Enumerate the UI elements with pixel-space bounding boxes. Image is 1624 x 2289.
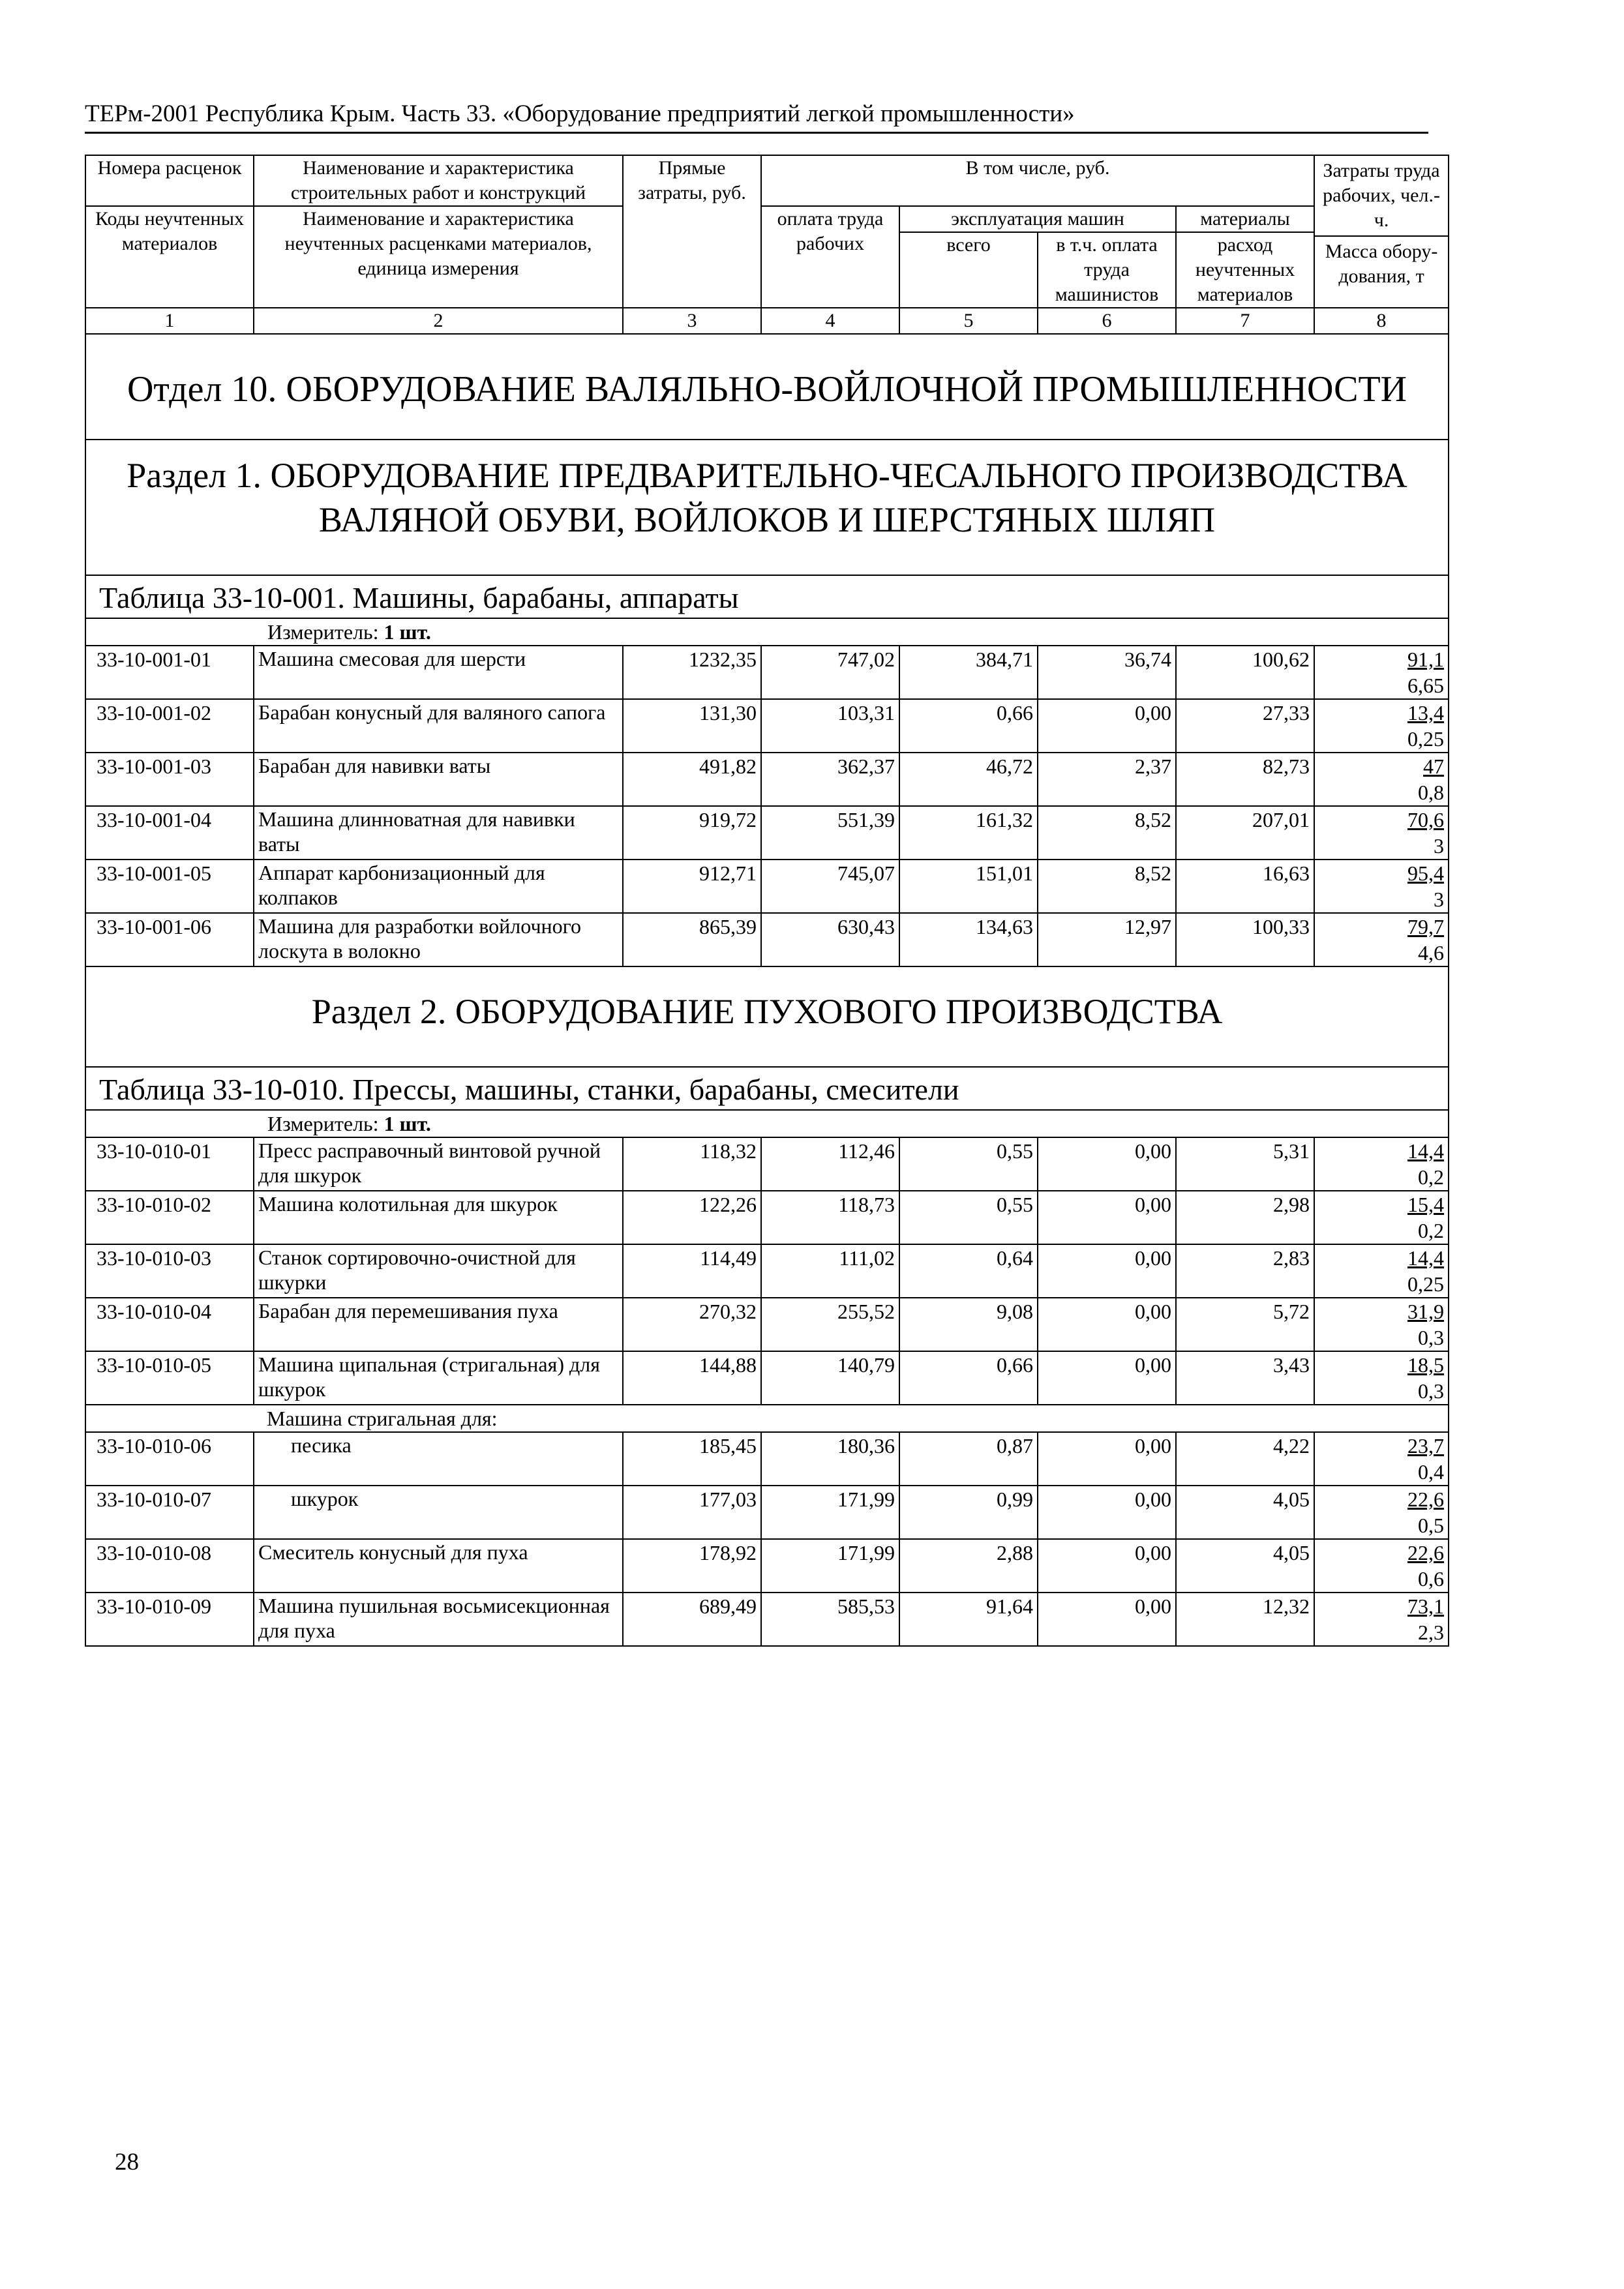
- materials-value: 5,31: [1176, 1137, 1314, 1191]
- table-row: [85, 1486, 1449, 1539]
- worker-pay: 111,02: [761, 1244, 899, 1298]
- machines-total: 0,66: [899, 1351, 1038, 1405]
- equipment-mass: 0,4: [1418, 1460, 1445, 1484]
- direct-costs: 865,39: [623, 913, 761, 966]
- direct-costs: 131,30: [623, 699, 761, 753]
- materials-value: 4,22: [1176, 1432, 1314, 1486]
- meter-label: Измеритель:: [267, 1112, 384, 1135]
- operator-pay: 0,00: [1038, 1593, 1176, 1646]
- column-numbers-row: [85, 308, 1449, 334]
- direct-costs: 1232,35: [623, 646, 761, 699]
- rate-name: Станок сортировочно-очистной для шкурки: [254, 1244, 623, 1298]
- rate-code: 33-10-001-01: [85, 646, 254, 699]
- table-row: [85, 1191, 1449, 1244]
- labor-mass-cell: [1314, 699, 1449, 753]
- labor-mass-cell: [1314, 1539, 1449, 1593]
- equipment-mass: 4,6: [1418, 941, 1445, 965]
- direct-costs: 178,92: [623, 1539, 761, 1593]
- rate-name: Машина смесовая для шерсти: [254, 646, 623, 699]
- table-row: [85, 1244, 1449, 1298]
- table-row: [85, 913, 1449, 966]
- machines-total: 0,55: [899, 1191, 1038, 1244]
- col-mass: Масса обору-дования, т: [1325, 241, 1438, 287]
- col-rate-number: Номера расценок: [85, 155, 254, 206]
- section-razdel1-title: Раздел 1. ОБОРУДОВАНИЕ ПРЕДВАРИТЕЛЬНО-ЧЕСАЛЬНОГО ПРОИЗВОДСТВА ВАЛЯНОЙ ОБУВИ, ВОЙЛОКОВ И ШЕРСТЯНЫХ ШЛЯП: [85, 440, 1449, 575]
- worker-pay: 255,52: [761, 1298, 899, 1351]
- worker-pay: 171,99: [761, 1486, 899, 1539]
- operator-pay: 0,00: [1038, 1298, 1176, 1351]
- worker-pay: 171,99: [761, 1539, 899, 1593]
- col-operator-pay: в т.ч. оплата труда машинистов: [1038, 232, 1176, 308]
- materials-value: 2,98: [1176, 1191, 1314, 1244]
- rate-code: 33-10-001-06: [85, 913, 254, 966]
- rate-code: 33-10-010-09: [85, 1593, 254, 1646]
- labor-mass-cell: [1314, 646, 1449, 699]
- col-machines-total: всего: [899, 232, 1038, 308]
- labor-mass-cell: [1314, 1351, 1449, 1405]
- rate-code: 33-10-001-05: [85, 860, 254, 913]
- rate-code: 33-10-001-04: [85, 806, 254, 860]
- worker-pay: 362,37: [761, 753, 899, 806]
- labor-mass-cell: [1314, 1298, 1449, 1351]
- direct-costs: 122,26: [623, 1191, 761, 1244]
- table-row: [85, 1539, 1449, 1593]
- direct-costs: 491,82: [623, 753, 761, 806]
- labor-mass-cell: [1314, 753, 1449, 806]
- direct-costs: 185,45: [623, 1432, 761, 1486]
- rate-name: Барабан для перемешивания пуха: [254, 1298, 623, 1351]
- direct-costs: 689,49: [623, 1593, 761, 1646]
- equipment-mass: 6,65: [1407, 674, 1445, 697]
- rate-name: Барабан для навивки ваты: [254, 753, 623, 806]
- worker-pay: 112,46: [761, 1137, 899, 1191]
- labor-hours: 22,6: [1407, 1541, 1445, 1564]
- operator-pay: 0,00: [1038, 699, 1176, 753]
- table-row: [85, 1137, 1449, 1191]
- rate-code: 33-10-001-02: [85, 699, 254, 753]
- rate-name: Машина длинноватная для навивки ваты: [254, 806, 623, 860]
- col-work-name: Наименование и характеристика строительных работ и конструкций: [254, 155, 623, 206]
- labor-hours: 22,6: [1407, 1488, 1445, 1511]
- col-num: 5: [899, 308, 1038, 334]
- machines-total: 151,01: [899, 860, 1038, 913]
- equipment-mass: 3: [1434, 888, 1445, 911]
- col-num: 4: [761, 308, 899, 334]
- table-row: [85, 646, 1449, 699]
- labor-hours: 14,4: [1407, 1246, 1445, 1270]
- table-row: [85, 753, 1449, 806]
- col-labor: Затраты труда рабочих, чел.-ч.: [1315, 156, 1448, 237]
- equipment-mass: 0,3: [1418, 1379, 1445, 1403]
- col-num: 8: [1314, 308, 1449, 334]
- machines-total: 0,99: [899, 1486, 1038, 1539]
- operator-pay: 8,52: [1038, 860, 1176, 913]
- meter-value: 1 шт.: [383, 1112, 431, 1135]
- subheading-spacer: [85, 1405, 254, 1432]
- machines-total: 134,63: [899, 913, 1038, 966]
- labor-mass-cell: [1314, 1191, 1449, 1244]
- rate-code: 33-10-010-06: [85, 1432, 254, 1486]
- rate-code: 33-10-010-05: [85, 1351, 254, 1405]
- col-num: 7: [1176, 308, 1314, 334]
- labor-hours: 18,5: [1407, 1353, 1445, 1377]
- materials-value: 5,72: [1176, 1298, 1314, 1351]
- labor-hours: 70,6: [1407, 808, 1445, 831]
- table-row: [85, 1593, 1449, 1646]
- operator-pay: 36,74: [1038, 646, 1176, 699]
- equipment-mass: 0,25: [1407, 1272, 1445, 1296]
- labor-mass-cell: [1314, 1137, 1449, 1191]
- rate-name: Машина пушильная восьмисекционная для пуха: [254, 1593, 623, 1646]
- rate-code: 33-10-010-02: [85, 1191, 254, 1244]
- rate-code: 33-10-010-04: [85, 1298, 254, 1351]
- labor-mass-cell: [1314, 1244, 1449, 1298]
- labor-mass-cell: [1314, 1486, 1449, 1539]
- equipment-mass: 0,8: [1418, 781, 1445, 804]
- equipment-mass: 0,5: [1418, 1514, 1445, 1537]
- rate-code: 33-10-001-03: [85, 753, 254, 806]
- meter-value: 1 шт.: [383, 620, 431, 644]
- labor-hours: 79,7: [1407, 915, 1445, 938]
- rate-code: 33-10-010-07: [85, 1486, 254, 1539]
- operator-pay: 2,37: [1038, 753, 1176, 806]
- operator-pay: 0,00: [1038, 1191, 1176, 1244]
- materials-value: 3,43: [1176, 1351, 1314, 1405]
- equipment-mass: 0,2: [1418, 1219, 1445, 1242]
- materials-value: 207,01: [1176, 806, 1314, 860]
- labor-hours: 31,9: [1407, 1300, 1445, 1323]
- labor-mass-cell: [1314, 806, 1449, 860]
- materials-value: 4,05: [1176, 1486, 1314, 1539]
- subheading: Машина стригальная для:: [254, 1405, 1449, 1432]
- worker-pay: 745,07: [761, 860, 899, 913]
- machines-total: 0,64: [899, 1244, 1038, 1298]
- worker-pay: 551,39: [761, 806, 899, 860]
- direct-costs: 144,88: [623, 1351, 761, 1405]
- labor-mass-cell: [1314, 1432, 1449, 1486]
- labor-hours: 14,4: [1407, 1139, 1445, 1163]
- table1-meter: [85, 618, 1449, 646]
- worker-pay: 103,31: [761, 699, 899, 753]
- table1-title: Таблица 33-10-001. Машины, барабаны, аппараты: [85, 575, 1449, 618]
- equipment-mass: 3: [1434, 834, 1445, 858]
- rate-name: Пресс расправочный винтовой ручной для шкурок: [254, 1137, 623, 1191]
- table-row: [85, 1298, 1449, 1351]
- table-header: [85, 155, 1449, 334]
- table-row: [85, 860, 1449, 913]
- col-including: В том числе, руб.: [761, 155, 1314, 206]
- labor-mass-cell: [1314, 913, 1449, 966]
- rate-name: шкурок: [254, 1486, 623, 1539]
- operator-pay: 0,00: [1038, 1539, 1176, 1593]
- table-row: [85, 1432, 1449, 1486]
- equipment-mass: 0,2: [1418, 1165, 1445, 1189]
- machines-total: 9,08: [899, 1298, 1038, 1351]
- materials-value: 4,05: [1176, 1539, 1314, 1593]
- col-machines: эксплуатация машин: [899, 206, 1176, 232]
- equipment-mass: 0,6: [1418, 1567, 1445, 1591]
- section-razdel2-title: Раздел 2. ОБОРУДОВАНИЕ ПУХОВОГО ПРОИЗВОДСТВА: [85, 966, 1449, 1067]
- rate-name: Машина щипальная (стригальная) для шкурок: [254, 1351, 623, 1405]
- machines-total: 161,32: [899, 806, 1038, 860]
- machines-total: 384,71: [899, 646, 1038, 699]
- meter-label: Измеритель:: [267, 620, 384, 644]
- labor-hours: 73,1: [1407, 1594, 1445, 1618]
- rate-code: 33-10-010-08: [85, 1539, 254, 1593]
- col-material-use: расход неучтенных материалов: [1176, 232, 1314, 308]
- labor-hours: 91,1: [1407, 648, 1445, 671]
- labor-hours: 95,4: [1407, 861, 1445, 885]
- rate-name: Смеситель конусный для пуха: [254, 1539, 623, 1593]
- col-direct-costs: Прямые затраты, руб.: [623, 155, 761, 308]
- direct-costs: 912,71: [623, 860, 761, 913]
- direct-costs: 919,72: [623, 806, 761, 860]
- direct-costs: 118,32: [623, 1137, 761, 1191]
- rate-name: Машина колотильная для шкурок: [254, 1191, 623, 1244]
- materials-value: 16,63: [1176, 860, 1314, 913]
- operator-pay: 0,00: [1038, 1137, 1176, 1191]
- col-materials: материалы: [1176, 206, 1314, 232]
- col-material-name: Наименование и характеристика неучтенных расценками материалов, единица измерения: [254, 206, 623, 308]
- operator-pay: 0,00: [1038, 1486, 1176, 1539]
- equipment-mass: 0,3: [1418, 1326, 1445, 1349]
- rate-name: песика: [254, 1432, 623, 1486]
- table-row: [85, 806, 1449, 860]
- machines-total: 0,87: [899, 1432, 1038, 1486]
- rate-name: Машина для разработки войлочного лоскута в волокно: [254, 913, 623, 966]
- machines-total: 2,88: [899, 1539, 1038, 1593]
- rate-name: Барабан конусный для валяного сапога: [254, 699, 623, 753]
- worker-pay: 585,53: [761, 1593, 899, 1646]
- machines-total: 0,66: [899, 699, 1038, 753]
- direct-costs: 270,32: [623, 1298, 761, 1351]
- machines-total: 91,64: [899, 1593, 1038, 1646]
- section-otdel-title: Отдел 10. ОБОРУДОВАНИЕ ВАЛЯЛЬНО-ВОЙЛОЧНОЙ ПРОМЫШЛЕННОСТИ: [85, 334, 1449, 440]
- operator-pay: 12,97: [1038, 913, 1176, 966]
- operator-pay: 0,00: [1038, 1351, 1176, 1405]
- rate-code: 33-10-010-03: [85, 1244, 254, 1298]
- labor-hours: 47: [1423, 755, 1445, 778]
- rate-code: 33-10-010-01: [85, 1137, 254, 1191]
- labor-hours: 15,4: [1407, 1193, 1445, 1216]
- materials-value: 100,62: [1176, 646, 1314, 699]
- labor-hours: 13,4: [1407, 701, 1445, 725]
- col-labor-mass: [1314, 155, 1449, 308]
- operator-pay: 0,00: [1038, 1244, 1176, 1298]
- worker-pay: 180,36: [761, 1432, 899, 1486]
- labor-mass-cell: [1314, 860, 1449, 913]
- materials-value: 2,83: [1176, 1244, 1314, 1298]
- labor-mass-cell: [1314, 1593, 1449, 1646]
- direct-costs: 177,03: [623, 1486, 761, 1539]
- col-num: 3: [623, 308, 761, 334]
- worker-pay: 747,02: [761, 646, 899, 699]
- page-number: 28: [115, 2149, 139, 2176]
- rate-name: Аппарат карбонизационный для колпаков: [254, 860, 623, 913]
- table2-meter: [85, 1110, 1449, 1137]
- materials-value: 12,32: [1176, 1593, 1314, 1646]
- materials-value: 82,73: [1176, 753, 1314, 806]
- col-worker-pay: оплата труда рабочих: [761, 206, 899, 308]
- operator-pay: 0,00: [1038, 1432, 1176, 1486]
- rates-table: [85, 155, 1449, 1647]
- materials-value: 100,33: [1176, 913, 1314, 966]
- labor-hours: 23,7: [1407, 1434, 1445, 1458]
- worker-pay: 140,79: [761, 1351, 899, 1405]
- operator-pay: 8,52: [1038, 806, 1176, 860]
- materials-value: 27,33: [1176, 699, 1314, 753]
- machines-total: 0,55: [899, 1137, 1038, 1191]
- worker-pay: 118,73: [761, 1191, 899, 1244]
- running-header: ТЕРм-2001 Республика Крым. Часть 33. «Оборудование предприятий легкой промышленности»: [85, 98, 1428, 134]
- equipment-mass: 0,25: [1407, 727, 1445, 751]
- table-row: [85, 699, 1449, 753]
- col-num: 2: [254, 308, 623, 334]
- col-num: 6: [1038, 308, 1176, 334]
- worker-pay: 630,43: [761, 913, 899, 966]
- col-num: 1: [85, 308, 254, 334]
- table-row: [85, 1351, 1449, 1405]
- machines-total: 46,72: [899, 753, 1038, 806]
- direct-costs: 114,49: [623, 1244, 761, 1298]
- col-material-codes: Коды неучтенных материалов: [85, 206, 254, 308]
- table2-title: Таблица 33-10-010. Прессы, машины, станки, барабаны, смесители: [85, 1067, 1449, 1110]
- equipment-mass: 2,3: [1418, 1621, 1445, 1644]
